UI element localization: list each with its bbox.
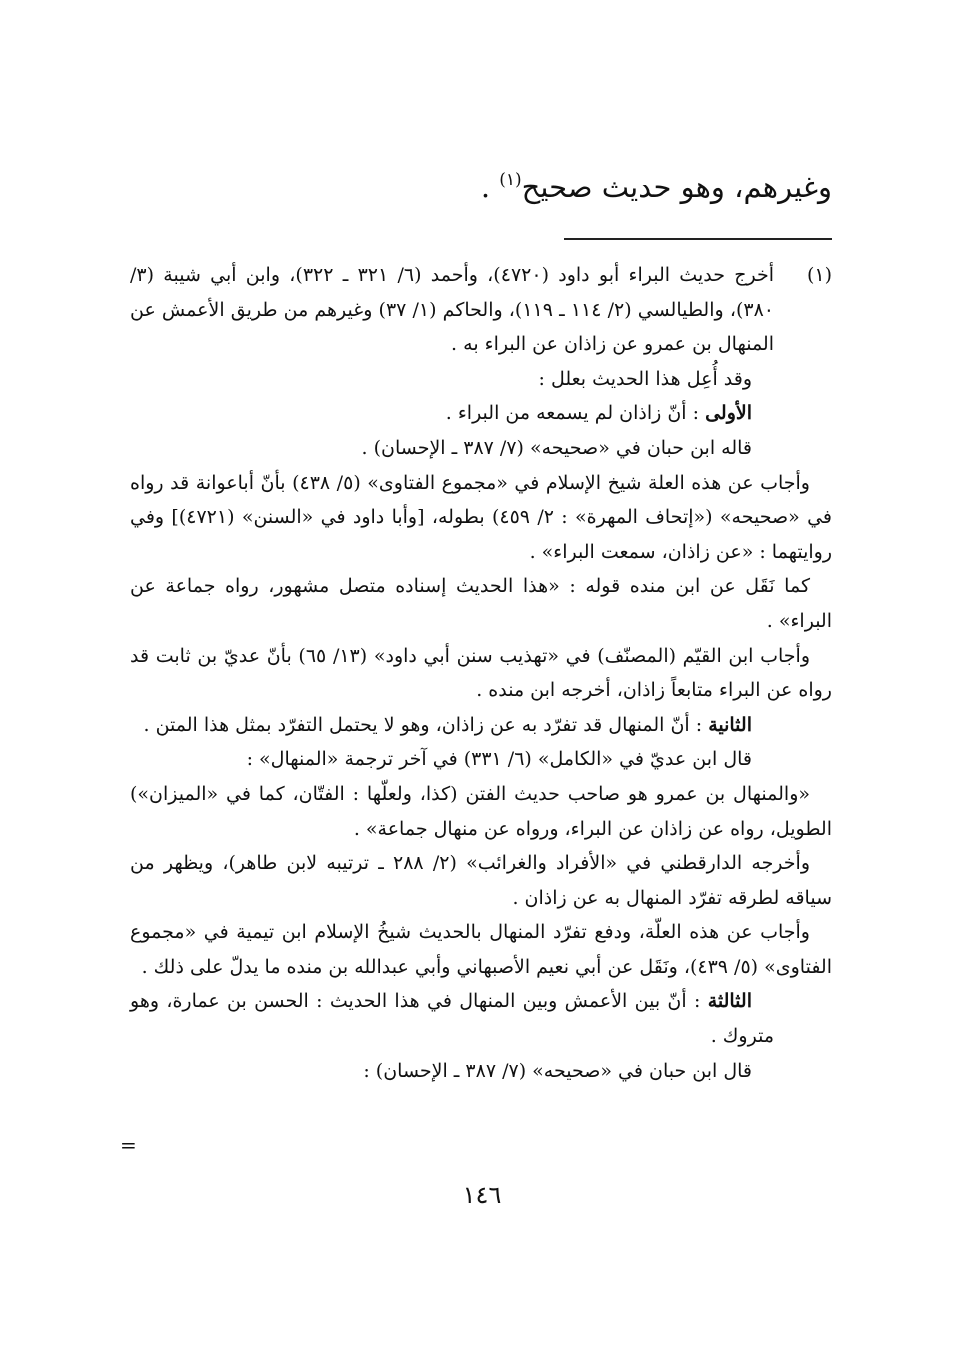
illness-label-second: الثانية xyxy=(708,713,752,736)
page-number: ١٤٦ xyxy=(462,1181,502,1209)
main-text: وغيرهم، وهو حديث صحيح xyxy=(521,170,832,204)
illness-text-third: : أنّ بين الأعمش وبين المنهال في هذا الحديث : الحسن بن عمارة، وهو متروك . xyxy=(130,990,774,1048)
footnote-paragraph-ibn-adiy: قال ابن عديّ في «الكامل» (٦/ ٣٣١) في آخر ترجمة «المنهال» : xyxy=(246,748,752,771)
footnote-reference: (١) xyxy=(499,170,522,190)
footnote-number: (١) xyxy=(806,264,832,286)
illness-label-third: الثالثة xyxy=(707,990,752,1013)
footnote xyxy=(130,258,832,1088)
footnote-paragraph-first-illness xyxy=(130,396,774,431)
footnote-paragraph-quote-minhal: «والمنهال بن عمرو هو صاحب حديث الفتن (كذا، ولعلّها : الفتّان، كما في «الميزان») الطويل، رواه عن زاذان عن البراء، ورواه عن منهال جماعة» . xyxy=(130,782,832,840)
footnote-paragraph-second-illness xyxy=(130,708,774,743)
illness-label-first: الأولى xyxy=(705,402,752,425)
continuation-mark: = xyxy=(120,1133,137,1157)
footnote-paragraph-ibn-mandah: كما نَقَل عن ابن منده قوله : «هذا الحديث إسناده متصل مشهور، رواه جماعة عن البراء» . xyxy=(130,575,832,632)
footnote-paragraph-third-illness xyxy=(130,984,774,1053)
footnote-paragraph-ibn-hibban-2: قال ابن حبان في «صحيحه» (٧/ ٣٨٧ ـ الإحسان) : xyxy=(363,1059,752,1082)
footnote-paragraph-daraqutni: وأخرجه الدارقطني في «الأفراد والغرائب» (٢/ ٢٨٨ ـ ترتيبه لابن طاهر)، ويظهر من سياقه لطرقه تفرّد المنهال به عن زاذان . xyxy=(130,852,832,909)
footnote-paragraph-ibn-qayyim: وأجاب ابن القيّم (المصنّف) في «تهذيب سنن أبي داود» (١٣/ ٦٥) بأنّ عديّ بن ثابت قد رواه عن البراء متابعاً زاذان، أخرجه ابن منده . xyxy=(130,644,832,702)
footnote-paragraph-reply-second: وأجاب عن هذه العلّة، ودفع تفرّد المنهال بالحديث شيخُ الإسلام ابن تيمية في «مجموع الفتاوى» (٥/ ٤٣٩)، ونَقَل عن أبي نعيم الأصبهاني وأبي عبدالله بن منده ما يدلّ على ذلك . xyxy=(130,921,832,978)
footnote-paragraph-ibn-hibban: قاله ابن حبان في «صحيحه» (٧/ ٣٨٧ ـ الإحسان) . xyxy=(361,436,752,459)
footnote-paragraph-sources: أخرج حديث البراء أبو داود (٤٧٢٠)، وأحمد (٦/ ٣٢١ ـ ٣٢٢)، وابن أبي شيبة (٣/ ٣٨٠)، والطيالسي (٢/ ١١٤ ـ ١١٩)، والحاكم (١/ ٣٧) وغيرهم من طريق الأعمش عن المنهال بن عمرو عن زاذان عن البراء به . xyxy=(130,264,774,356)
footnote-paragraph-illnesses-intro: وقد أُعِل هذا الحديث بعلل : xyxy=(538,367,752,390)
illness-text-second: : أنّ المنهال قد تفرّد به عن زاذان، وهو لا يحتمل التفرّد بمثل هذا المتن . xyxy=(143,713,709,736)
illness-text-first: : أنّ زاذان لم يسمعه من البراء . xyxy=(445,402,706,425)
main-text-end: . xyxy=(480,170,500,204)
main-text-line xyxy=(312,158,832,209)
footnote-separator xyxy=(564,238,832,240)
footnote-paragraph-reply-ibn-taymiyya: وأجاب عن هذه العلة شيخ الإسلام في «مجموع الفتاوى» (٥/ ٤٣٨) بأنّ أباعوانة قد رواه في «صحيحه» («إتحاف المهرة» : ٢/ ٤٥٩) بطوله، [وأبا داود في «السنن» (٤٧٢١)] وفي روايتهما : «عن زاذان، سمعت البراء» . xyxy=(130,471,832,563)
footnote-block xyxy=(130,258,832,1088)
